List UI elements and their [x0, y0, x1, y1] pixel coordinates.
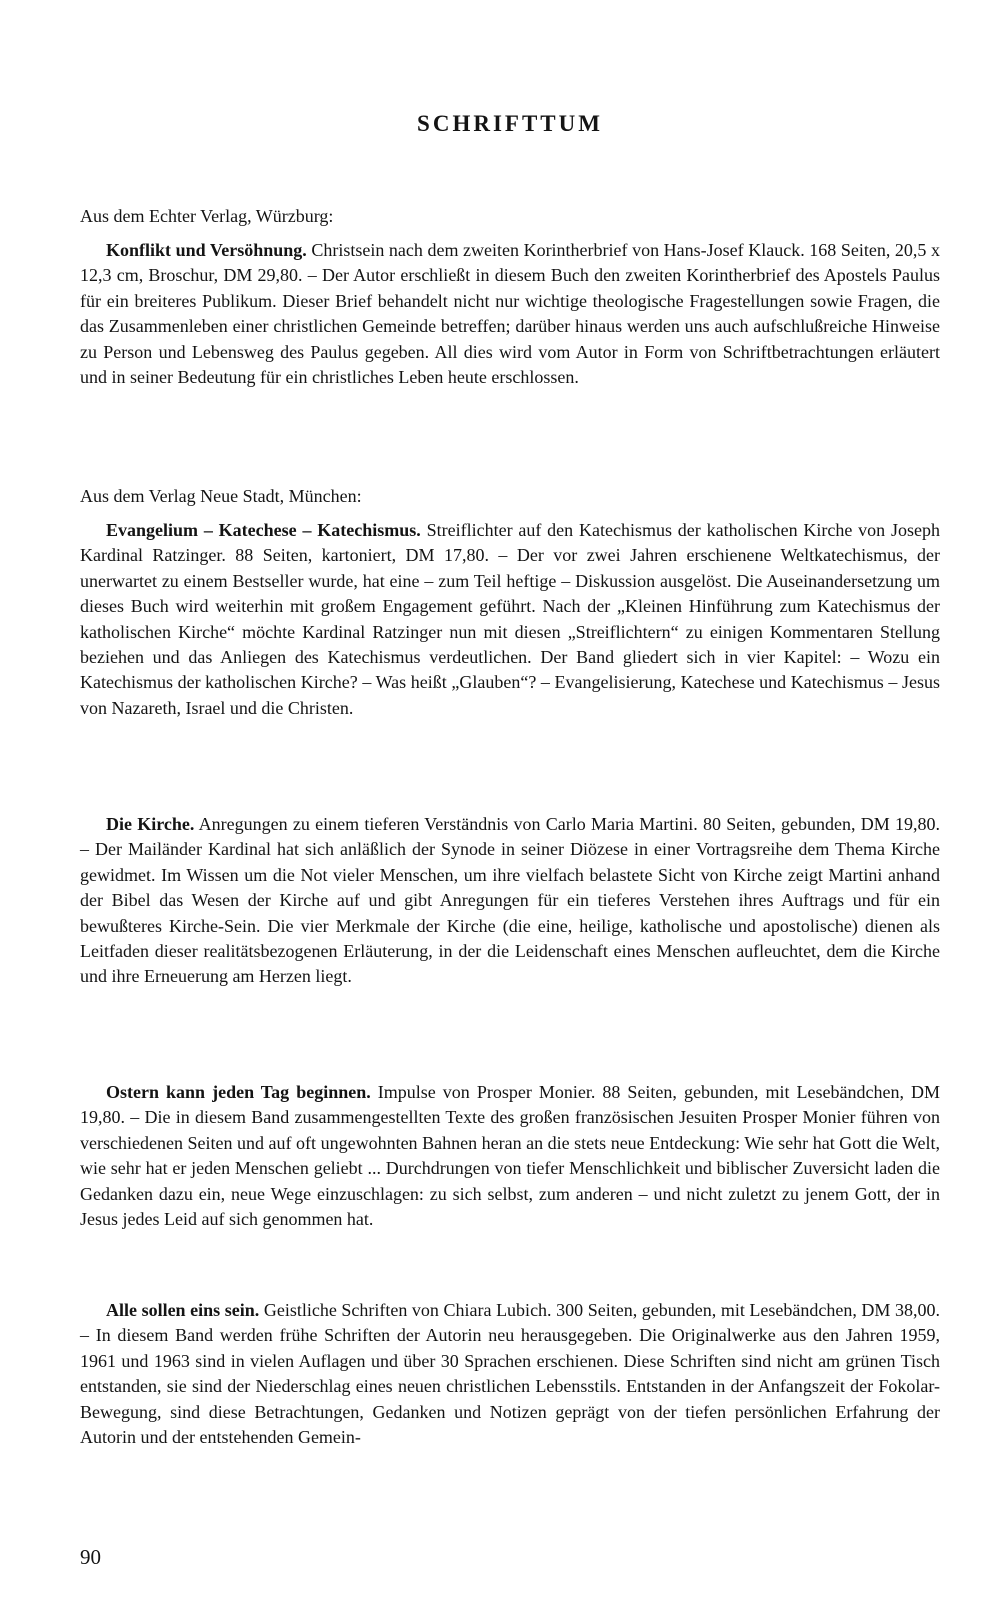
review-konflikt-und-versoehnung: [80, 238, 940, 390]
review-text: Impulse von Prosper Monier. 88 Seiten, gebunden, mit Lesebändchen, DM 19,80. – Die in diesem Band zusammengestellten Texte des großen französischen Jesuiten Prosper Monier führen von verschiedenen Seiten und auf oft ungewohnten Bahnen heran an die stets neue Entdeckung: Wie sehr hat Gott die Welt, wie sehr hat er jeden Menschen geliebt ... Durchdrungen von tiefer Menschlichkeit und biblischer Zuversicht laden die Gedanken dazu ein, neue Wege einzuschlagen: zu sich selbst, zum anderen – und nicht zuletzt zu jenem Gott, der in Jesus jedes Leid auf sich genommen hat.: [80, 1082, 940, 1230]
publisher-heading-neue-stadt: Aus dem Verlag Neue Stadt, München:: [80, 486, 362, 506]
review-title: Die Kirche.: [106, 814, 195, 834]
review-title: Alle sollen eins sein.: [106, 1300, 260, 1320]
review-text: Christsein nach dem zweiten Korintherbrief von Hans-Josef Klauck. 168 Seiten, 20,5 x 12,3 cm, Broschur, DM 29,80. – Der Autor erschließt in diesem Buch den zweiten Korintherbrief des Apostels Paulus für ein breiteres Publikum. Dieser Brief behandelt nicht nur wichtige theologische Fragestellungen sowie Fragen, die das Zusammenleben einer christlichen Gemeinde betreffen; darüber hinaus werden uns auch aufschlußreiche Hinweise zu Person und Lebensweg des Paulus gegeben. All dies wird vom Autor in Form von Schriftbetrachtungen erläutert und in seiner Bedeutung für ein christliches Leben heute erschlossen.: [80, 240, 940, 388]
publisher-heading-echter: Aus dem Echter Verlag, Würzburg:: [80, 206, 334, 226]
page-title: SCHRIFTTUM: [417, 111, 603, 136]
review-text: Streiflichter auf den Katechismus der katholischen Kirche von Joseph Kardinal Ratzinger. 88 Seiten, kartoniert, DM 17,80. – Der vor zwei Jahren erschienene Weltkatechismus, der unerwartet zu einem Bestseller wurde, hat eine – zum Teil heftige – Diskussion ausgelöst. Die Auseinandersetzung um dieses Buch wird weiterhin mit großem Engagement geführt. Nach der „Kleinen Hinführung zum Katechismus der katholischen Kirche“ möchte Kardinal Ratzinger nun mit diesen „Streiflichtern“ zu einigen Kommentaren Stellung beziehen und das Anliegen des Katechismus verdeutlichen. Der Band gliedert sich in vier Kapitel: – Wozu ein Katechismus der katholischen Kirche? – Was heißt „Glauben“? – Evangelisierung, Katechese und Katechismus – Jesus von Nazareth, Israel und die Christen.: [80, 520, 941, 718]
review-text: Geistliche Schriften von Chiara Lubich. 300 Seiten, gebunden, mit Lesebändchen, DM 38,00. – In diesem Band werden frühe Schriften der Autorin neu herausgegeben. Die Originalwerke aus den Jahren 1959, 1961 und 1963 sind in vielen Auflagen und über 30 Sprachen erschienen. Diese Schriften sind nicht am grünen Tisch entstanden, sie sind der Niederschlag eines neuen christlichen Lebensstils. Entstanden in der Anfangszeit der Fokolar-Bewegung, sind diese Betrachtungen, Gedanken und Notizen geprägt von der tiefen persönlichen Erfahrung der Autorin und der entstehenden Gemein-: [80, 1300, 941, 1448]
review-evangelium-katechese-katechismus: [80, 518, 940, 721]
page-number: 90: [80, 1545, 101, 1569]
review-title: Ostern kann jeden Tag beginnen.: [106, 1082, 371, 1102]
review-die-kirche: [80, 812, 940, 990]
review-alle-sollen-eins-sein: [80, 1298, 940, 1450]
review-text: Anregungen zu einem tieferen Verständnis von Carlo Maria Martini. 80 Seiten, gebunden, DM 19,80. – Der Mailänder Kardinal hat sich anläßlich der Synode in seiner Diözese in einer Vortragsreihe dem Thema Kirche gewidmet. Im Wissen um die Not vieler Menschen, um ihre vielfach belastete Sicht von Kirche zeigt Martini anhand der Bibel das Wesen der Kirche auf und gibt Anregungen für ein tieferes Verstehen ihres Auftrags und für ein bewußteres Kirche-Sein. Die vier Merkmale der Kirche (die eine, heilige, katholische und apostolische) dienen als Leitfaden dieser realitätsbezogenen Erläuterung, in der die Leidenschaft eines Menschen aufleuchtet, dem die Kirche und ihre Erneuerung am Herzen liegt.: [80, 814, 940, 987]
review-ostern-kann-jeden-tag-beginnen: [80, 1080, 940, 1232]
review-title: Konflikt und Versöhnung.: [106, 240, 307, 260]
document-page: [80, 0, 940, 1608]
review-title: Evangelium – Katechese – Katechismus.: [106, 520, 421, 540]
